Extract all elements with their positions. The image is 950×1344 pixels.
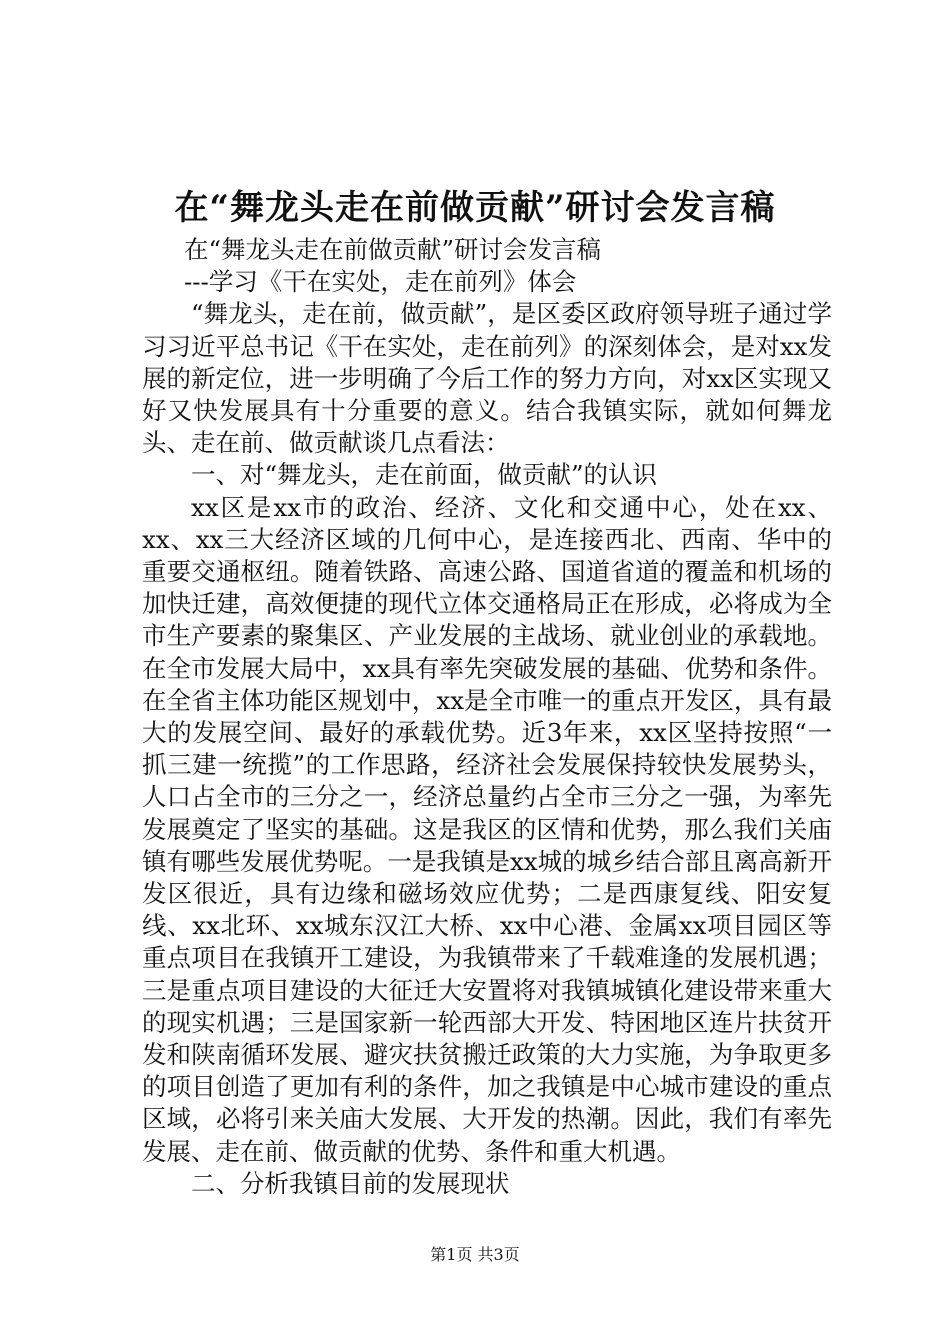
subtitle-line: 在“舞龙头走在前做贡献”研讨会发言稿 [184, 235, 602, 264]
sub-heading: ---学习《干在实处，走在前列》体会 [184, 267, 577, 297]
document-title: 在“舞龙头走在前做贡献”研讨会发言稿 [174, 188, 776, 228]
paragraph-intro: “舞龙头，走在前，做贡献”，是区委区政府领导班子通过学习习近平总书记《干在实处，走在前列》的深刻体会，是对xx发展的新定位，进一步明确了今后工作的努力方向，对xx区实现又好又快发展具有十分重要的意义。结合我镇实际，就如何舞龙头、走在前、做贡献谈几点看法： [142, 299, 832, 458]
paragraph-section-1: xx区是xx市的政治、经济、文化和交通中心，处在xx、xx、xx三大经济区域的几何中心，是连接西北、西南、华中的重要交通枢纽。随着铁路、高速公路、国道省道的覆盖和机场的加快迁建，高效便捷的现代立体交通格局正在形成，必将成为全市生产要素的聚集区、产业发展的主战场、就业创业的承载地。在全市发展大局中，xx具有率先突破发展的基础、优势和条件。在全省主体功能区规划中，xx是全市唯一的重点开发区，具有最大的发展空间、最好的承载优势。近3年来，xx区坚持按照“一抓三建一统揽”的工作思路，经济社会发展保持较快发展势头，人口占全市的三分之一，经济总量约占全市三分之一强，为率先发展奠定了坚实的基础。这是我区的区情和优势，那么我们关庙镇有哪些发展优势呢。一是我镇是xx城的城乡结合部且离高新开发区很近，具有边缘和磁场效应优势；二是西康复线、阳安复线、xx北环、xx城东汉江大桥、xx中心港、金属xx项目园区等重点项目在我镇开工建设，为我镇带来了千载难逢的发展机遇；三是重点项目建设的大征迁大安置将对我镇城镇化建设带来重大的现实机遇；三是国家新一轮西部大开发、特困地区连片扶贫开发和陕南循环发展、避灾扶贫搬迁政策的大力实施，为争取更多的项目创造了更加有利的条件，加之我镇是中心城市建设的重点区域，必将引来关庙大发展、大开发的热潮。因此，我们有率先发展、走在前、做贡献的优势、条件和重大机遇。 [142, 492, 832, 1166]
section-heading-2: 二、分析我镇目前的发展现状 [191, 1168, 510, 1198]
section-heading-1: 一、对“舞龙头，走在前面，做贡献”的认识 [191, 460, 658, 490]
page-footer: 第1页 共3页 [430, 1245, 520, 1264]
document-body [142, 234, 832, 1200]
